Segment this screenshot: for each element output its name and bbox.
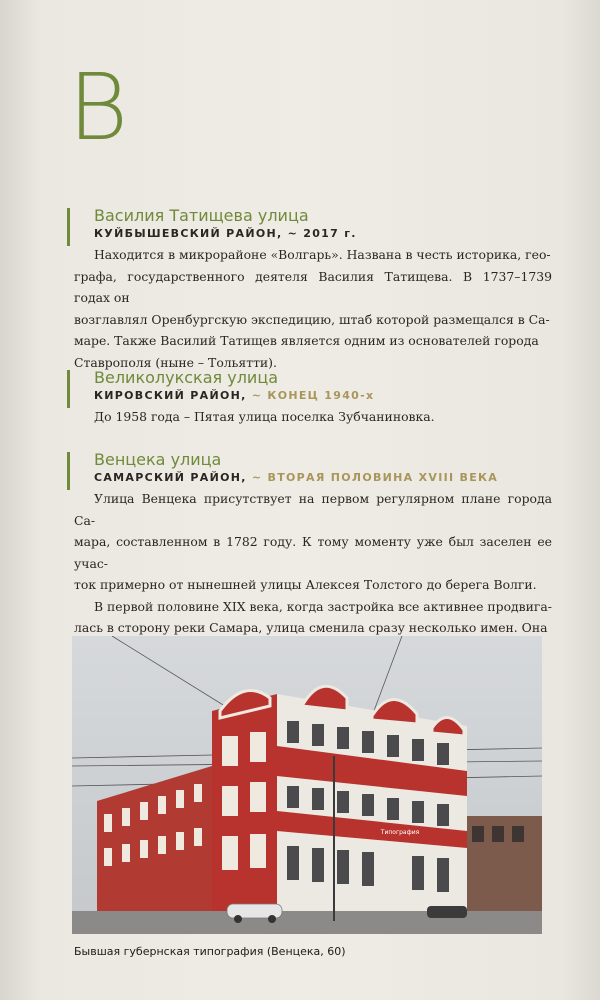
car xyxy=(427,906,467,918)
photo-caption: Бывшая губернская типография (Венцека, 60) xyxy=(74,945,346,958)
text-line: мара, составленном в 1782 году. К тому моменту уже был заселен ее учас- xyxy=(74,534,552,571)
entry-meta xyxy=(94,388,552,404)
street xyxy=(72,911,542,934)
text-line: возглавлял Оренбургскую экспедицию, штаб которой размещался в Са- xyxy=(74,311,550,327)
entry-title: Венцека улица xyxy=(94,450,222,469)
text-line: лась в сторону реки Самара, улица сменила сразу несколько имен. Она xyxy=(74,620,548,635)
entry-text xyxy=(74,406,552,428)
text-line: Ставрополя (ныне – Тольятти). xyxy=(74,354,277,370)
text-line: Улица Венцека присутствует на первом регулярном плане города Са- xyxy=(74,491,552,528)
entry-text xyxy=(74,244,552,373)
entry-paragraph xyxy=(74,488,552,596)
typography-building-illustration xyxy=(72,636,542,934)
entry-meta xyxy=(94,470,552,486)
text-line: графа, государственного деятеля Василия Татищева. В 1737–1739 годах он xyxy=(74,268,552,305)
entry-velikolukskaya xyxy=(74,368,552,428)
entry-date: ~ ВТОРАЯ ПОЛОВИНА XVIII ВЕКА xyxy=(251,471,499,484)
entry-date: ~ 2017 г. xyxy=(287,227,357,240)
entry-date: ~ КОНЕЦ 1940-х xyxy=(251,389,375,402)
entry-district: КУЙБЫШЕВСКИЙ РАЙОН, xyxy=(94,227,283,240)
text-line: маре. Также Василий Татищев является одним из основателей города xyxy=(74,333,539,348)
entry-meta xyxy=(94,226,552,242)
entry-title: Великолукская улица xyxy=(94,368,279,387)
entry-district: САМАРСКИЙ РАЙОН, xyxy=(94,471,247,484)
entry-title: Василия Татищева улица xyxy=(94,206,309,225)
text-line: Находится в микрорайоне «Волгарь». Названа в честь историка, гео- xyxy=(94,247,551,262)
building-photo xyxy=(72,636,542,934)
text-line: В первой половине XIX века, когда застройка все активнее продвига- xyxy=(94,598,552,614)
entry-accent-bar xyxy=(67,452,70,490)
entry-tatishcheva xyxy=(74,206,552,373)
entry-accent-bar xyxy=(67,208,70,246)
entry-district: КИРОВСКИЙ РАЙОН, xyxy=(94,389,247,402)
entry-accent-bar xyxy=(67,370,70,408)
sign-text: Типография xyxy=(380,829,420,836)
section-letter: В xyxy=(68,54,129,161)
text-line: ток примерно от нынешней улицы Алексея Толстого до берега Волги. xyxy=(74,577,537,592)
text-line: До 1958 года – Пятая улица поселка Зубчаниновка. xyxy=(94,409,435,424)
corner-tower xyxy=(212,694,277,911)
